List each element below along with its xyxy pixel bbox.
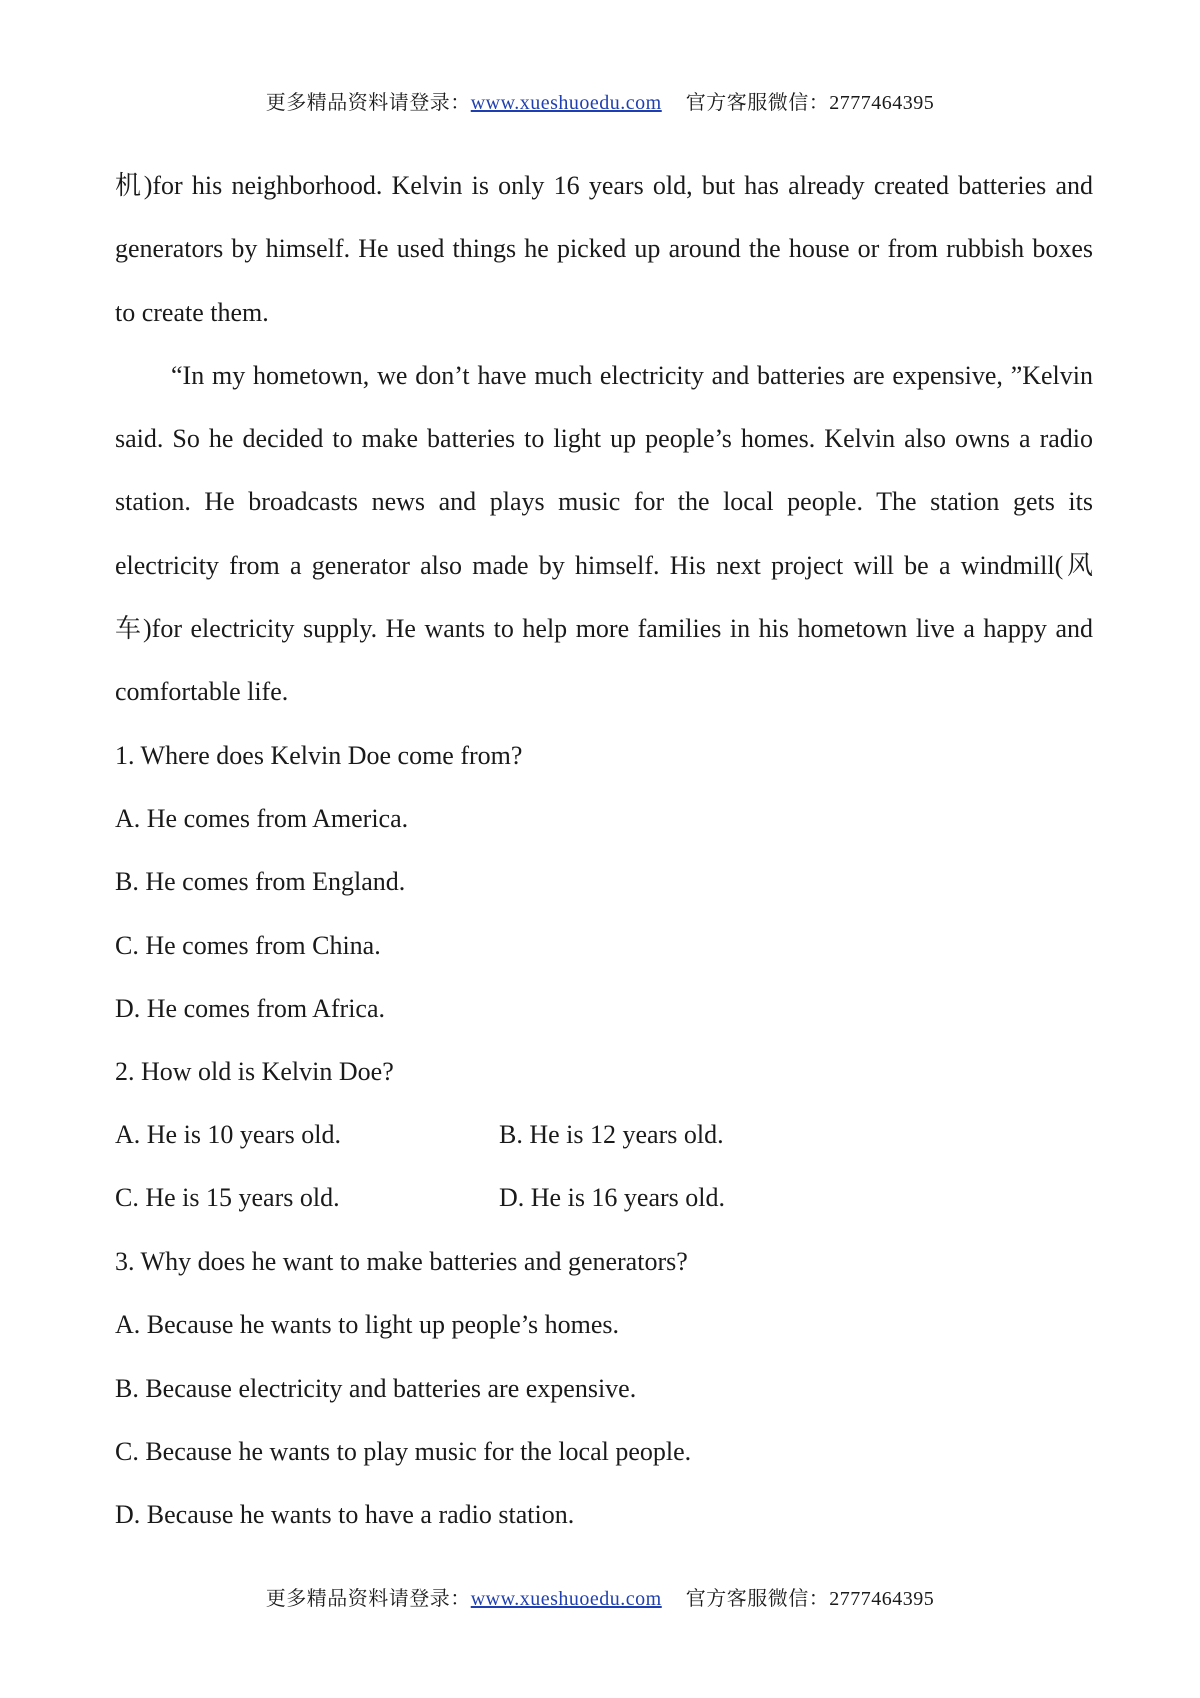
answer-option: A. Because he wants to light up people’s homes. — [115, 1310, 620, 1340]
page-header — [0, 86, 1200, 115]
page-footer — [0, 1582, 1200, 1611]
answer-option: B. Because electricity and batteries are expensive. — [115, 1373, 637, 1403]
answer-option: D. Because he wants to have a radio station. — [115, 1500, 575, 1530]
answer-option: B. He is 12 years old. — [499, 1120, 724, 1150]
answer-option: B. He comes from England. — [115, 867, 406, 897]
answer-option: C. Because he wants to play music for the local people. — [115, 1436, 692, 1466]
header-service-contact: 官方客服微信：2777464395 — [685, 92, 935, 114]
footer-website-link[interactable]: www.xueshuoedu.com — [470, 1588, 662, 1610]
question-2 — [115, 1040, 1093, 1230]
question-stem: 3. Why does he want to make batteries and generators? — [115, 1247, 688, 1277]
question-1 — [115, 724, 1093, 1040]
answer-option: A. He comes from America. — [115, 803, 409, 833]
header-prefix: 更多精品资料请登录： — [265, 92, 471, 114]
answer-option: C. He is 15 years old. — [115, 1183, 340, 1213]
answer-option: A. He is 10 years old. — [115, 1120, 342, 1150]
question-stem: 2. How old is Kelvin Doe? — [115, 1057, 394, 1087]
question-stem: 1. Where does Kelvin Doe come from? — [115, 740, 523, 770]
footer-prefix: 更多精品资料请登录： — [265, 1588, 471, 1610]
footer-service-contact: 官方客服微信：2777464395 — [685, 1588, 935, 1610]
answer-option-row — [115, 1103, 1093, 1166]
document-body — [115, 154, 1093, 1547]
answer-option: D. He is 16 years old. — [499, 1183, 726, 1213]
header-website-link[interactable]: www.xueshuoedu.com — [470, 92, 662, 114]
passage-paragraph: “In my hometown, we don’t have much electricity and batteries are expensive, ”Kelvin said. So he decided to make batteries to light up people’s homes. Kelvin also owns a radio station. He broadcasts news and plays music for the local people. The station gets its electricity from a generator also made by himself. His next project will be a windmill(风车)for electricity supply. He wants to help more families in his hometown live a happy and comfortable life. — [115, 360, 1093, 707]
question-3 — [115, 1230, 1093, 1546]
passage-paragraph: 机)for his neighborhood. Kelvin is only 16 years old, but has already created batteries and generators by himself. He used things he picked up around the house or from rubbish boxes to create them. — [115, 171, 1093, 327]
answer-option: D. He comes from Africa. — [115, 993, 386, 1023]
answer-option: C. He comes from China. — [115, 930, 381, 960]
answer-option-row — [115, 1167, 1093, 1230]
